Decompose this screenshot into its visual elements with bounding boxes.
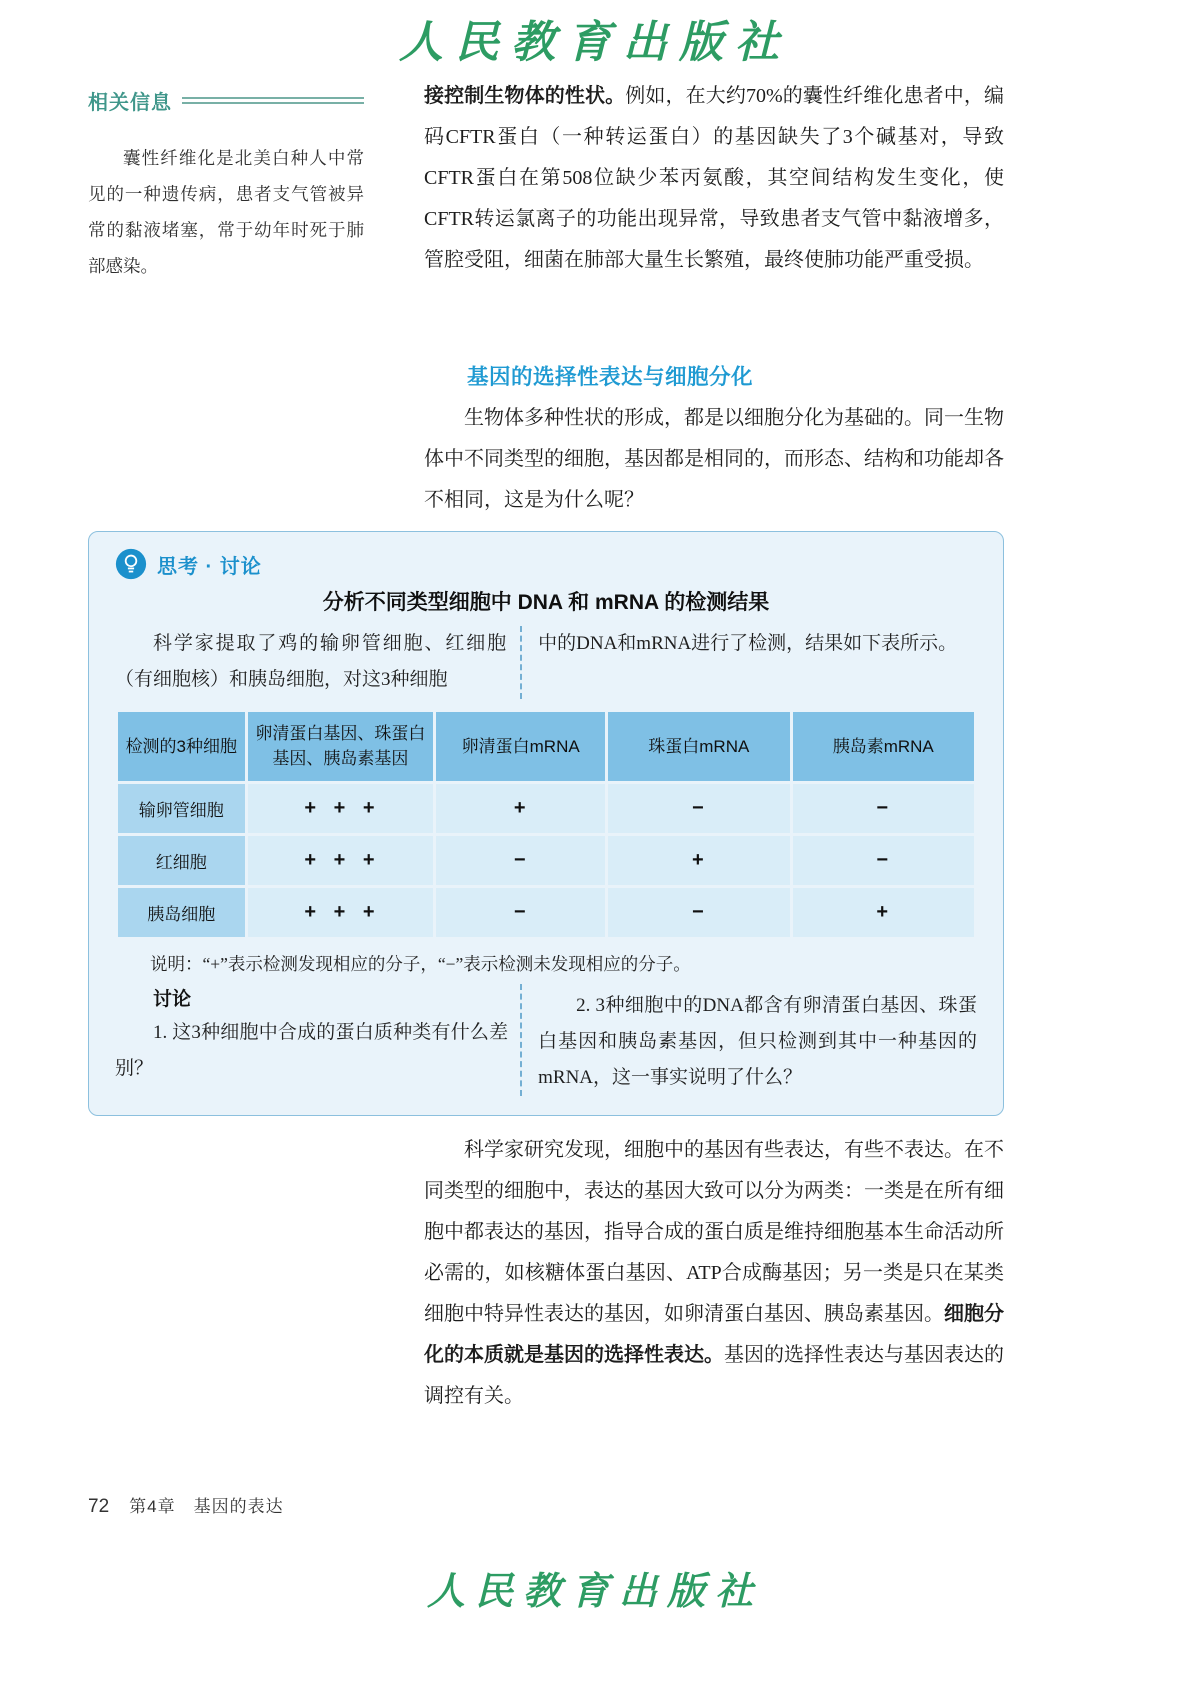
table-cell: +: [793, 888, 974, 937]
table-cell: −: [608, 784, 789, 833]
table-header-cell: 卵清蛋白mRNA: [436, 712, 605, 781]
table-cell: −: [436, 836, 605, 885]
table-row: [118, 836, 974, 885]
table-header-cell: 卵清蛋白基因、珠蛋白基因、胰岛素基因: [248, 712, 434, 781]
page-number: 72: [88, 1496, 110, 1517]
main-paragraph-2: 生物体多种性状的形成，都是以细胞分化为基础的。同一生物体中不同类型的细胞，基因都是相同的，而形态、结构和功能却各不相同，这是为什么呢？: [424, 407, 1004, 511]
main-paragraph-3: [424, 1130, 1004, 1417]
detection-table: [115, 709, 977, 940]
discussion-left-column: [115, 984, 520, 1096]
bold-key-sentence: 细胞分化的本质就是基因的选择性表达。: [424, 1303, 1004, 1366]
table-header-row: [118, 712, 974, 781]
table-header-cell: 检测的3种细胞: [118, 712, 245, 781]
table-header-cell: 胰岛素mRNA: [793, 712, 974, 781]
think-discuss-box: [88, 531, 1004, 1116]
discussion-right-column: [522, 984, 977, 1096]
table-cell: +: [436, 784, 605, 833]
paragraph-text: 基因的选择性表达与基因表达的调控有关。: [424, 1344, 1004, 1407]
think-discuss-header: [115, 548, 977, 580]
related-info-body: 囊性纤维化是北美白种人中常见的一种遗传病，患者支气管被异常的黏液堵塞，常于幼年时死于肺部感染。: [88, 148, 364, 276]
intro-left-column: 科学家提取了鸡的输卵管细胞、红细胞（有细胞核）和胰岛细胞，对这3种细胞: [115, 633, 507, 691]
table-note: 说明：“+”表示检测发现相应的分子，“−”表示检测未发现相应的分子。: [150, 953, 691, 974]
row-header-cell: 胰岛细胞: [118, 888, 245, 937]
discussion-label: 讨论: [153, 988, 192, 1010]
table-header-cell: 珠蛋白mRNA: [608, 712, 789, 781]
activity-title: 分析不同类型细胞中 DNA 和 mRNA 的检测结果: [322, 591, 770, 614]
table-cell: −: [793, 836, 974, 885]
table-row: [118, 888, 974, 937]
table-cell: + + +: [248, 836, 434, 885]
table-cell: + + +: [248, 784, 434, 833]
paragraph-text: 例如，在大约70%的囊性纤维化患者中，编码CFTR蛋白（一种转运蛋白）的基因缺失了3个碱基对，导致CFTR蛋白在第508位缺少苯丙氨酸，其空间结构发生变化，使CFTR转运氯离子的功能出现异常，导致患者支气管中黏液增多，管腔受阻，细菌在肺部大量生长繁殖，最终使肺功能严重受损。: [424, 85, 1004, 271]
row-header-cell: 输卵管细胞: [118, 784, 245, 833]
table-cell: +: [608, 836, 789, 885]
table-cell: + + +: [248, 888, 434, 937]
publisher-logo-bottom: 人民教育出版社: [426, 1568, 763, 1613]
discussion-question-2: 2. 3种细胞中的DNA都含有卵清蛋白基因、珠蛋白基因和胰岛素基因，但只检测到其中一种基因的mRNA，这一事实说明了什么？: [538, 994, 977, 1089]
table-cell: −: [608, 888, 789, 937]
section-heading: 基因的选择性表达与细胞分化: [467, 365, 754, 389]
chapter-title: 第4章 基因的表达: [129, 1497, 284, 1516]
table-cell: −: [436, 888, 605, 937]
table-row: [118, 784, 974, 833]
think-discuss-label: 思考 · 讨论: [157, 555, 262, 578]
bold-lead-text: 接控制生物体的性状。: [424, 85, 626, 107]
related-info-panel: [88, 86, 364, 285]
page-footer: [88, 1492, 284, 1518]
main-paragraph-1: [424, 76, 1004, 281]
discussion-question-1: 1. 这3种细胞中合成的蛋白质种类有什么差别？: [115, 1021, 509, 1080]
paragraph-text: 科学家研究发现，细胞中的基因有些表达，有些不表达。在不同类型的细胞中，表达的基因大致可以分为两类：一类是在所有细胞中都表达的基因，指导合成的蛋白质是维持细胞基本生命活动所必需的，如核糖体蛋白基因、ATP合成酶基因；另一类是只在某类细胞中特异性表达的基因，如卵清蛋白基因、胰岛素基因。: [424, 1139, 1004, 1325]
double-rule-divider: [182, 97, 364, 104]
lightbulb-icon: [115, 548, 147, 580]
intro-right-column: 中的DNA和mRNA进行了检测，结果如下表所示。: [538, 633, 958, 654]
row-header-cell: 红细胞: [118, 836, 245, 885]
publisher-logo-top: 人民教育出版社: [399, 17, 791, 68]
activity-intro: [115, 626, 977, 699]
table-cell: −: [793, 784, 974, 833]
related-info-title: 相关信息: [88, 92, 172, 114]
discussion-section: [115, 984, 977, 1096]
related-info-header: [88, 86, 364, 115]
